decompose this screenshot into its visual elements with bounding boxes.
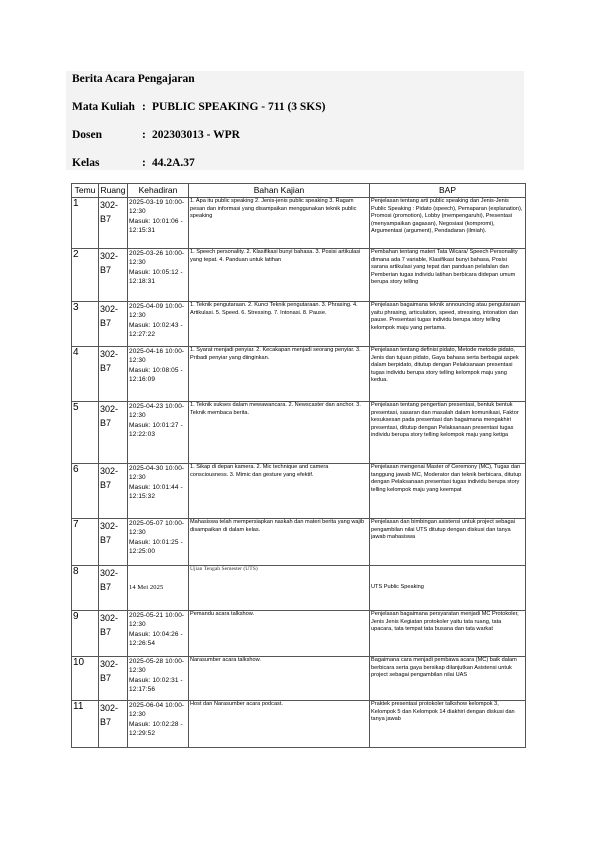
column-header-bap: BAP [370, 184, 526, 198]
attendance-cell [128, 519, 189, 566]
check-in-time: Masuk: 10:08:05 - 12:16:09 [129, 366, 183, 383]
check-in-time: Masuk: 10:01:06 - 12:15:31 [129, 217, 183, 234]
attendance-cell [128, 302, 189, 347]
bap-cell: Penjelasan bagaimana teknik announcing atau pengutaraan yaitu phrasing, articulation, speed, stressing, intonation dan pause. Presentasi tugas individu berupa story telling kelompok maju yang pertama. [370, 302, 526, 347]
bap-cell: Praktek presentasi protokoler talkshow kelompok 3, Kelompok 5 dan Kelompok 14 diakhiri dengan diskusi dan tanya jawab [370, 701, 526, 748]
material-cell: 1. Teknik sukses dalam mewawancara. 2. Newscaster dan anchor. 3. Teknik membaca berita. [189, 402, 370, 464]
header-box [66, 71, 524, 170]
bap-cell: Pembahan tentang materi Tata Wicara/ Speech Personality dimana ada 7 variable, Klasifikasi bunyi bahasa, Posisi sarana artikulasi yang tepat dan panduan pelafalan dan Pemberian tugas individu latihan berbicara didepan umum berupa story telling [370, 249, 526, 302]
attendance-cell [128, 347, 189, 402]
teaching-log-table [71, 183, 526, 748]
lecturer-separator: : [142, 129, 146, 141]
room-cell: 302-B7 [99, 198, 128, 249]
table-row [72, 347, 526, 402]
meeting-number: 5 [72, 402, 99, 464]
course-value: PUBLIC SPEAKING - 711 (3 SKS) [152, 101, 326, 113]
check-in-time: Masuk: 10:02:43 - 12:27:22 [129, 321, 183, 338]
attendance-cell [128, 198, 189, 249]
header-row-class [72, 156, 195, 170]
meeting-number: 6 [72, 464, 99, 519]
meeting-number: 3 [72, 302, 99, 347]
room-cell: 302-B7 [99, 519, 128, 566]
check-in-time: Masuk: 10:01:25 - 12:25:00 [129, 538, 183, 555]
table-row [72, 402, 526, 464]
column-header-material: Bahan Kajian [189, 184, 370, 198]
room-cell: 302-B7 [99, 302, 128, 347]
meeting-number: 9 [72, 611, 99, 657]
attendance-cell [128, 611, 189, 657]
schedule-time: 2025-03-26 10:00-12:30 [129, 250, 185, 267]
room-cell: 302-B7 [99, 657, 128, 701]
check-in-time: Masuk: 10:05:12 - 12:18:31 [129, 268, 183, 285]
bap-cell: Penjelasan tentang definisi pidato, Metode metode pidato, Jenis dan tujuan pidato, Gaya bahasa serta berbagai aspek dalam berpidato, ditutup dengan Pelaksanaan presentasi tugas individu berupa story telling kelompok maju yang kedua. [370, 347, 526, 402]
material-cell: 1. Sikap di depan kamera. 2. Mic technique and camera consciousness. 3. Mimic dan gesture yang efektif. [189, 464, 370, 519]
table-row [72, 464, 526, 519]
table-row [72, 249, 526, 302]
class-label: Kelas [72, 157, 100, 169]
class-separator: : [142, 157, 146, 169]
attendance-cell [128, 657, 189, 701]
table-row [72, 566, 526, 611]
bap-cell: Penjelasan dan bimbingan asistensi untuk project sebagai pengambilan nilai UTS ditutup dengan diskusi dan tanya jawab mahasiswa [370, 519, 526, 566]
meeting-number: 1 [72, 198, 99, 249]
schedule-time: 2025-06-04 10:00-12:30 [129, 702, 185, 719]
material-cell: 1. Syarat menjadi penyiar. 2. Kecakapan menjadi seorang penyiar. 3. Pribadi penyiar yang diinginkan. [189, 347, 370, 402]
room-cell: 302-B7 [99, 611, 128, 657]
material-cell: 1. Apa itu public speaking 2. Jenis-jenis public speaking 3. Ragam pesan dan informasi yang disampaikan menggunakan teknik public speaking [189, 198, 370, 249]
room-cell: 302-B7 [99, 402, 128, 464]
meeting-number: 4 [72, 347, 99, 402]
schedule-time: 2025-04-16 10:00-12:30 [129, 348, 185, 365]
bap-cell: Penjelasan bagaimana persyaratan menjadi MC Protokoler, Jenis Jenis Kegiatan protokoler yaitu tata ruang, tata upacara, tata tempat tata busana dan tata warkat [370, 611, 526, 657]
column-header-attendance: Kehadiran [128, 184, 189, 198]
bap-cell: Bagaimana cara menjadi pembawa acara (MC) baik dalam berbicara serta gaya bersikap dilanjutkan Asistensi untuk project sebagai pengambilan nilai UAS [370, 657, 526, 701]
material-cell: Mahasiswa telah mempersiapkan naskah dan materi berita yang wajib disampaikan di dalam kelas. [189, 519, 370, 566]
document-title: Berita Acara Pengajaran [72, 73, 195, 85]
header-row-course [72, 100, 325, 114]
material-cell: 1. Speech personality. 2. Klasifikasi bunyi bahasa. 3. Posisi artikulasi yang tepat. 4. Panduan untuk latihan [189, 249, 370, 302]
column-header-meeting: Temu [72, 184, 99, 198]
bap-cell: Penjelasan mengenai Master of Ceremony (MC), Tugas dan tanggung jawab MC, Moderator dan teknik berbicara, ditutup dengan Pelaksanaan presentasi tugas individu berupa story telling kelompok maju yang keempat [370, 464, 526, 519]
table-row [72, 701, 526, 748]
table-row [72, 198, 526, 249]
meeting-number: 2 [72, 249, 99, 302]
schedule-time: 2025-03-19 10:00-12:30 [129, 199, 185, 216]
check-in-time: Masuk: 10:02:31 - 12:17:56 [129, 676, 183, 693]
material-cell: Pemandu acara talkshow. [189, 611, 370, 657]
table-row [72, 657, 526, 701]
bap-cell: UTS Public Speaking [370, 566, 526, 611]
attendance-cell [128, 701, 189, 748]
meeting-number: 7 [72, 519, 99, 566]
schedule-time: 2025-05-07 10:00-12:30 [129, 520, 185, 537]
lecturer-label: Dosen [72, 129, 103, 141]
material-cell: Narasumber acara talkshow. [189, 657, 370, 701]
check-in-time: Masuk: 10:01:44 - 12:15:32 [129, 483, 183, 500]
bap-cell: Penjelasan tentang arti public speaking dan Jenis-Jenis Public Speaking : Pidato (speech), Pemaparan (explanation), Promosi (promotion), Lobby (mempengaruhi), Presentasi (menyampaikan gagasan), Negosiasi (kompromi), Argumentasi (argument), Pendadaran (ilmiah). [370, 198, 526, 249]
table-row [72, 302, 526, 347]
attendance-cell [128, 464, 189, 519]
room-cell: 302-B7 [99, 249, 128, 302]
schedule-time: 2025-05-21 10:00-12:30 [129, 612, 185, 629]
column-header-room: Ruang [99, 184, 128, 198]
room-cell: 302-B7 [99, 566, 128, 611]
attendance-cell [128, 249, 189, 302]
schedule-time: 2025-04-30 10:00-12:30 [129, 465, 185, 482]
material-cell: Ujian Tengah Semester (UTS) [189, 566, 370, 611]
meeting-number: 10 [72, 657, 99, 701]
room-cell: 302-B7 [99, 701, 128, 748]
schedule-time: 2025-04-23 10:00-12:30 [129, 403, 185, 420]
check-in-time: Masuk: 10:01:27 - 12:22:03 [129, 421, 183, 438]
bap-cell: Penjelasan tentang pengertian presentasi, bentuk bentuk presentasi, sasaran dan masalah dalam komunikasi, Faktor kesuksesan pada presentasi dan bagaimana mengakhiri presentasi, ditutup dengan Pelaksanaan presentasi tugas individu berupa story telling kelompok maju yang ketiga [370, 402, 526, 464]
table-row [72, 519, 526, 566]
room-cell: 302-B7 [99, 347, 128, 402]
schedule-time: 2025-05-28 10:00-12:30 [129, 658, 185, 675]
table-header-row [72, 184, 526, 198]
attendance-cell [128, 566, 189, 611]
attendance-cell [128, 402, 189, 464]
course-separator: : [142, 101, 146, 113]
material-cell: Host dan Narasumber acara podcast. [189, 701, 370, 748]
schedule-time: 2025-04-09 10:00-12:30 [129, 303, 185, 320]
meeting-number: 11 [72, 701, 99, 748]
course-label: Mata Kuliah [72, 101, 135, 113]
check-in-time: Masuk: 10:04:26 - 12:26:54 [129, 630, 183, 647]
exam-date: 14 Mei 2025 [129, 584, 164, 592]
room-cell: 302-B7 [99, 464, 128, 519]
header-row-lecturer [72, 128, 240, 142]
class-value: 44.2A.37 [152, 157, 195, 169]
lecturer-value: 202303013 - WPR [152, 129, 240, 141]
check-in-time: Masuk: 10:02:28 - 12:29:52 [129, 720, 183, 737]
table-row [72, 611, 526, 657]
material-cell: 1. Teknik pengutaraan. 2. Kunci Teknik pengutaraan. 3. Phrasing. 4. Artikulasi. 5. Speed. 6. Stressing. 7. Intonasi. 8. Pause. [189, 302, 370, 347]
meeting-number: 8 [72, 566, 99, 611]
